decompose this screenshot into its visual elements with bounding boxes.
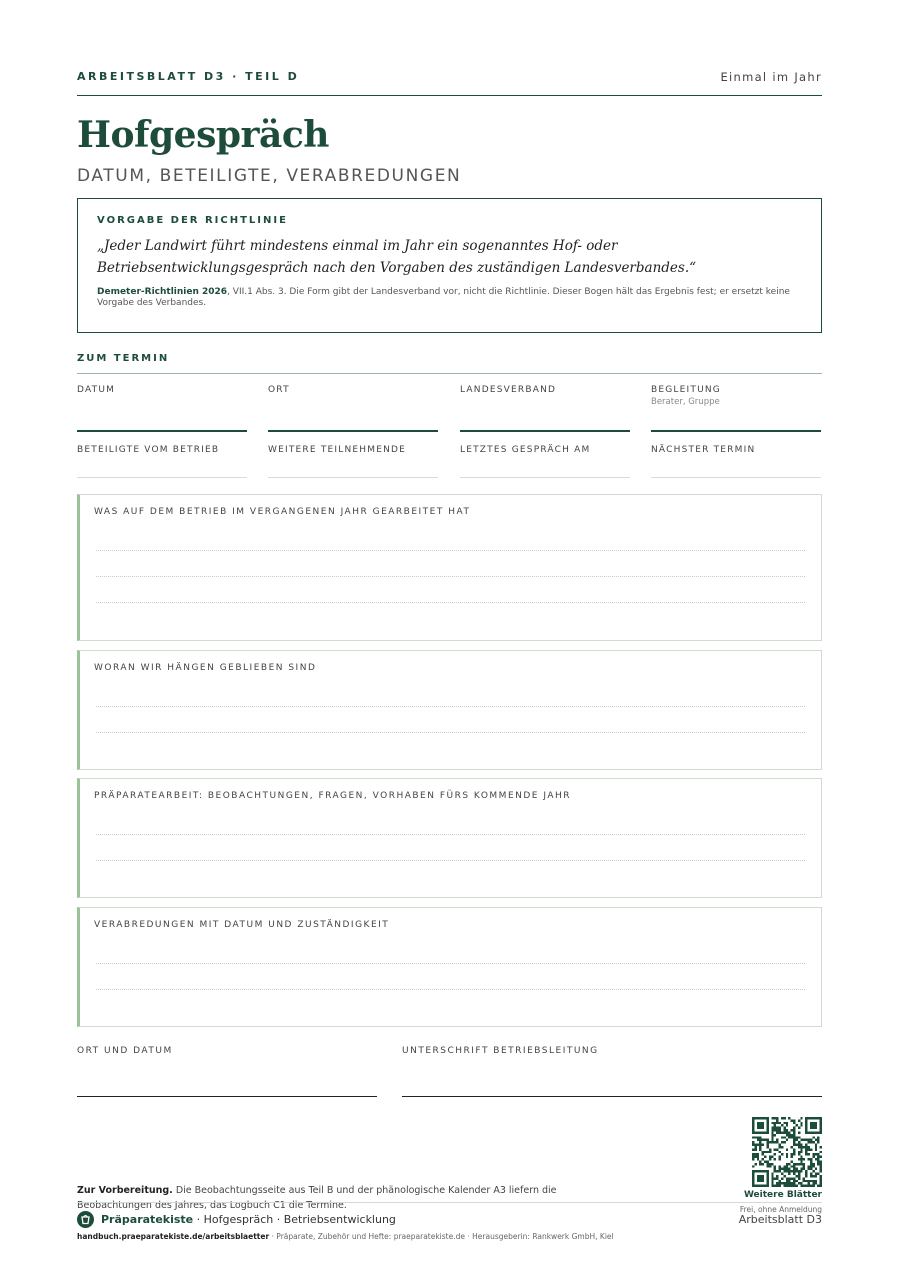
termin-section-label: ZUM TERMIN [77,353,822,374]
box-label: WORAN WIR HÄNGEN GEBLIEBEN SIND [94,663,317,673]
writing-line [96,602,805,603]
box-vergangenes-jahr[interactable] [77,494,822,641]
footer-brand [101,1213,396,1226]
box-haengen-geblieben[interactable] [77,650,822,770]
field-line [460,477,630,478]
box-label: VERABREDUNGEN MIT DATUM UND ZUSTÄNDIGKEIT [94,920,390,930]
sheet-label: ARBEITSBLATT D3 · TEIL D [77,70,300,83]
signature-label: UNTERSCHRIFT BETRIEBSLEITUNG [402,1046,599,1056]
box-label: WAS AUF DEM BETRIEB IM VERGANGENEN JAHR GEARBEITET HAT [94,507,471,517]
preparation-note [77,1183,597,1213]
guideline-label: VORGABE DER RICHTLINIE [97,215,288,226]
footer-sheet-id: Arbeitsblatt D3 [738,1213,822,1226]
signature-label: ORT UND DATUM [77,1046,173,1056]
writing-line [96,834,805,835]
guideline-quote: „Jeder Landwirt führt mindestens einmal im Jahr ein sogenanntes Hof- oder Betriebsentwicklungsgespräch nach den Vorgaben des zuständigen Landesverbandes.“ [97,238,697,276]
footer-publisher: · Präparate, Zubehör und Hefte: praeparatekiste.de · Herausgeberin: Rankwerk GmbH, Kiel [269,1232,614,1241]
field-line [268,477,438,478]
box-verabredungen[interactable] [77,907,822,1027]
preparation-text: Die Beobachtungsseite aus Teil B und der phänologische Kalender A3 liefern die Beobachtungen des Jahres, das Logbuch C1 die Termine. [77,1185,557,1211]
box-label: PRÄPARATEARBEIT: BEOBACHTUNGEN, FRAGEN, VORHABEN FÜRS KOMMENDE JAHR [94,791,572,801]
writing-line [96,732,805,733]
field-label: NÄCHSTER TERMIN [651,445,756,455]
writing-line [96,550,805,551]
writing-line [96,989,805,990]
field-line [77,477,247,478]
field-ort-datum-signatur[interactable] [77,1046,377,1056]
guideline-note [97,287,802,309]
field-label: LETZTES GESPRÄCH AM [460,445,591,455]
footer-url-link[interactable]: handbuch.praeparatekiste.de/arbeitsblaetter [77,1232,270,1241]
qr-code-icon[interactable] [752,1117,822,1187]
field-label: ORT [268,385,290,395]
praeparatekiste-logo-icon [77,1211,94,1228]
guideline-box [77,198,822,333]
page-header [77,70,822,96]
footer-divider [77,1202,822,1203]
field-line [460,430,630,432]
footer-url-line [77,1232,614,1241]
field-label: BEGLEITUNG [651,385,721,395]
signature-line [402,1096,822,1097]
field-label: DATUM [77,385,116,395]
field-line [268,430,438,432]
qr-title: Weitere Blätter [743,1190,822,1200]
writing-line [96,576,805,577]
frequency-label: Einmal im Jahr [720,70,822,84]
field-weitere-teilnehmende[interactable] [268,445,438,455]
field-label: LANDESVERBAND [460,385,557,395]
field-line [77,430,247,432]
writing-line [96,706,805,707]
field-unterschrift[interactable] [402,1046,822,1056]
signature-line [77,1096,377,1097]
field-line [651,430,821,432]
field-letztes-gespraech[interactable] [460,445,630,455]
field-hint: Berater, Gruppe [651,397,720,407]
field-ort[interactable] [268,385,438,395]
guideline-note-text: , VII.1 Abs. 3. Die Form gibt der Landesverband vor, nicht die Richtlinie. Dieser Bogen hält das Ergebnis fest; er ersetzt keine Vorgabe des Verbandes. [97,287,790,308]
qr-subtitle: Frei, ohne Anmeldung [739,1205,822,1214]
writing-line [96,860,805,861]
field-landesverband[interactable] [460,385,630,395]
field-begleitung[interactable] [651,385,821,407]
field-naechster-termin[interactable] [651,445,821,455]
field-beteiligte[interactable] [77,445,247,455]
field-label: BETEILIGTE VOM BETRIEB [77,445,220,455]
guideline-source: Demeter-Richtlinien 2026 [97,287,228,297]
box-praeparatearbeit[interactable] [77,778,822,898]
page-subtitle: DATUM, BETEILIGTE, VERABREDUNGEN [77,166,462,186]
field-label: WEITERE TEILNEHMENDE [268,445,407,455]
page-title: Hofgespräch [77,114,329,156]
field-datum[interactable] [77,385,247,395]
preparation-heading: Zur Vorbereitung. [77,1185,173,1196]
writing-line [96,963,805,964]
brand-name: Präparatekiste [101,1213,194,1226]
brand-context: · Hofgespräch · Betriebsentwicklung [193,1213,396,1226]
field-line [651,477,821,478]
